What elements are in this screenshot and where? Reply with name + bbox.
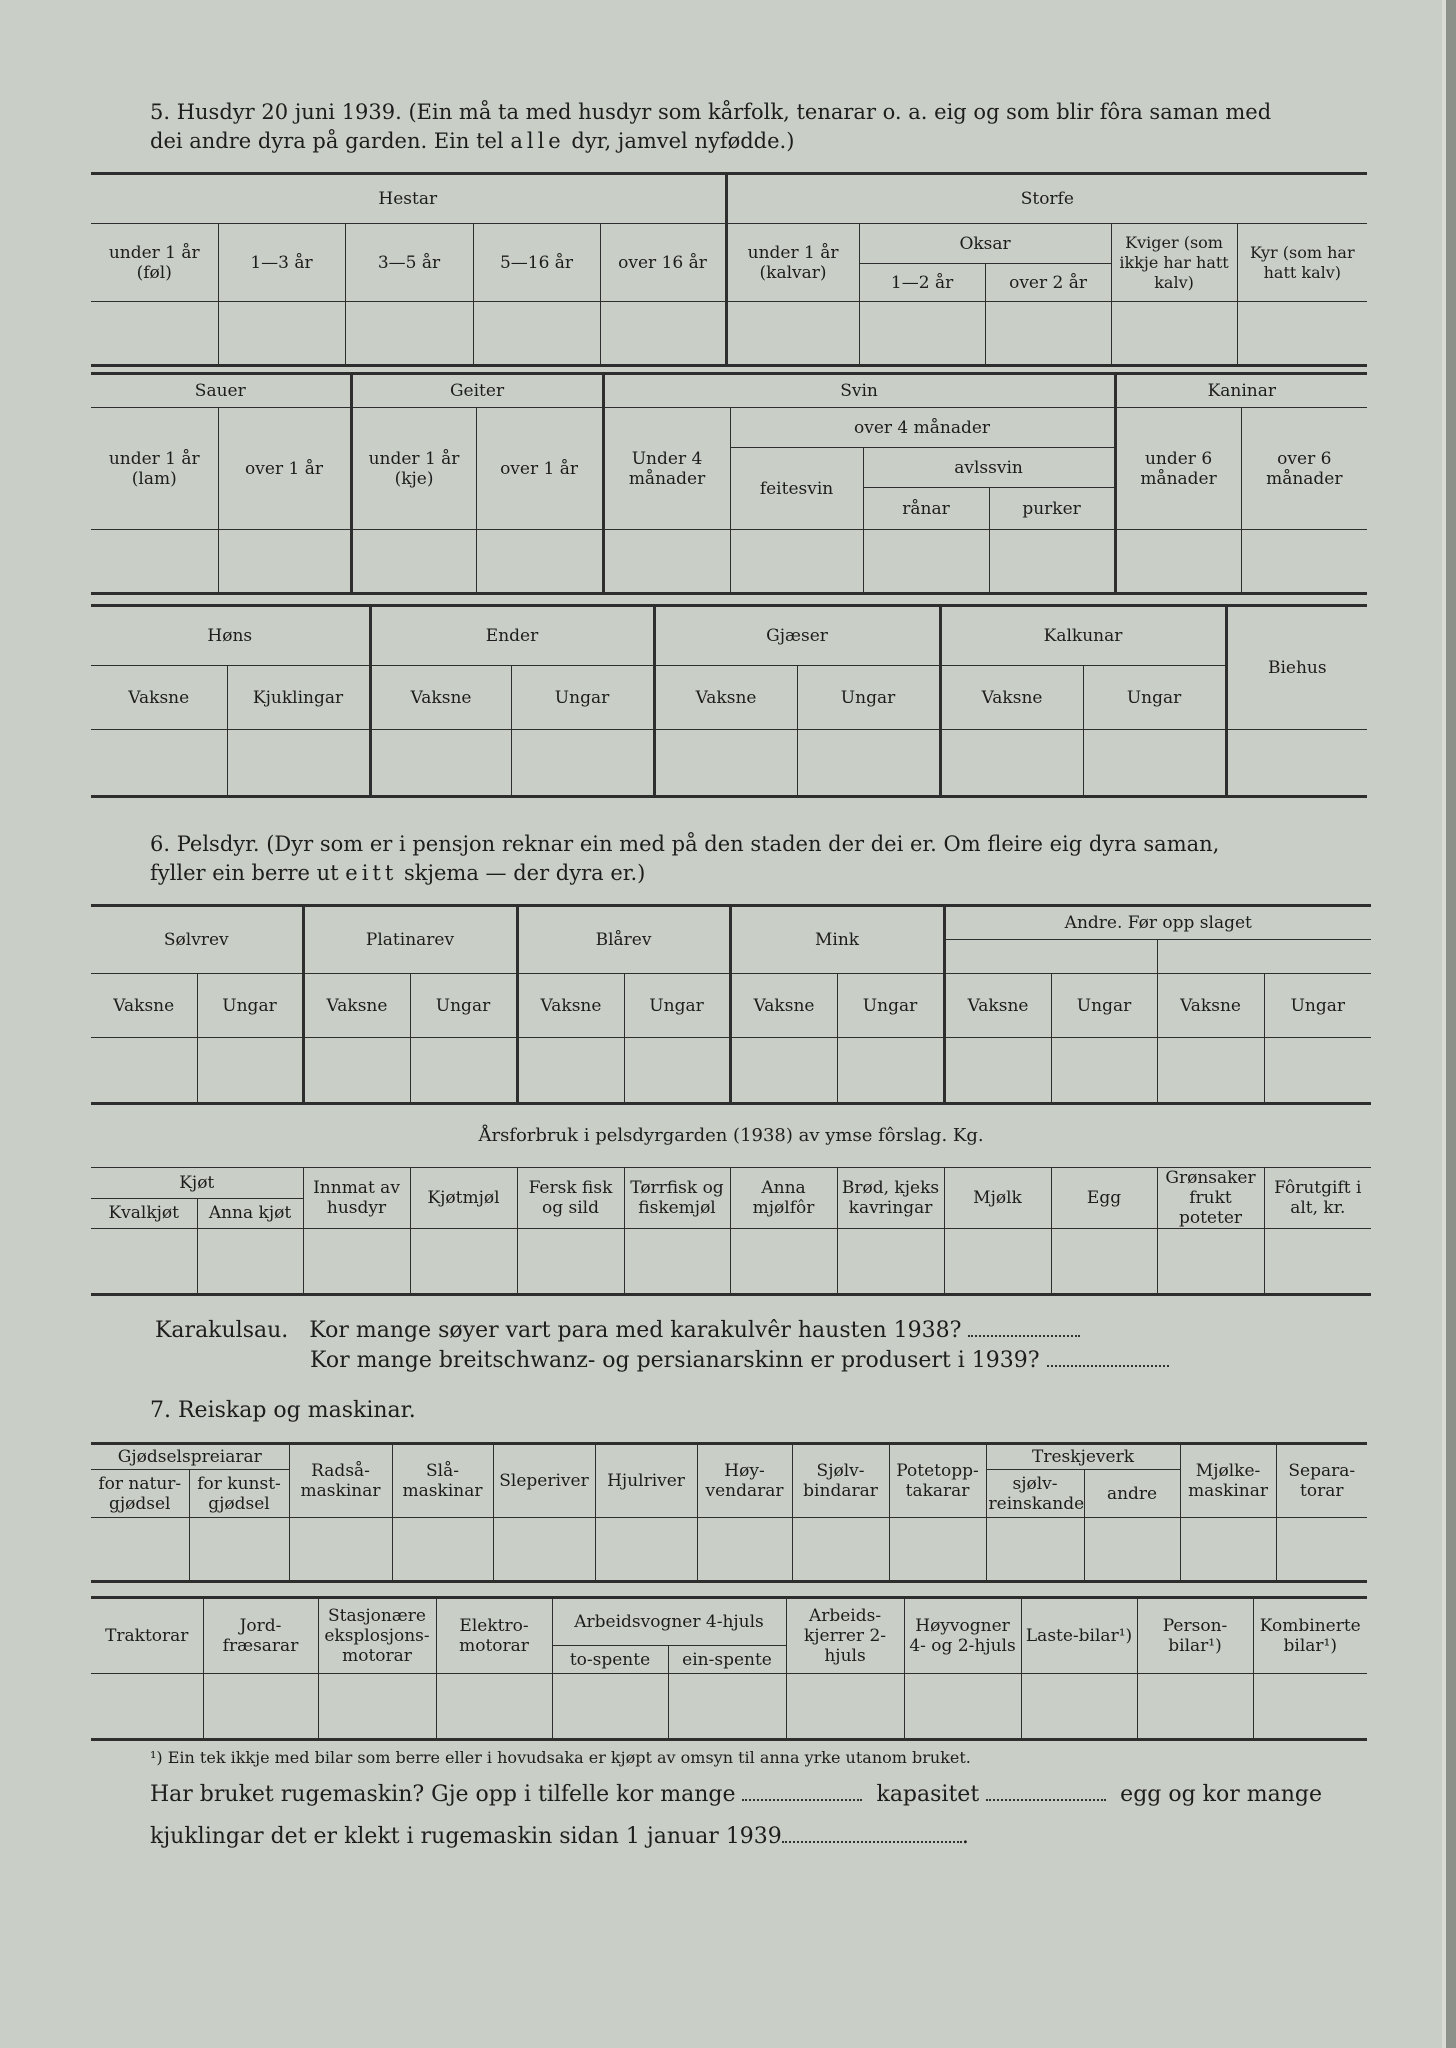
col-tresk-andre: andre (1084, 1470, 1180, 1518)
rugemaskin-count-answer[interactable] (742, 1799, 862, 1801)
col-sjolvreinskande: sjølv-reinskande (986, 1470, 1084, 1518)
entry-cell[interactable] (351, 530, 476, 594)
entry-cell[interactable] (303, 1229, 410, 1295)
entry-cell[interactable] (1051, 1229, 1157, 1295)
col-lam: under 1 år (lam) (91, 408, 218, 530)
entry-cell[interactable] (837, 1229, 944, 1295)
col-fersk-fisk: Fersk fisk og sild (517, 1168, 624, 1229)
feed-consumption-table (91, 1102, 1371, 1296)
header-hestar: Hestar (91, 174, 726, 224)
entry-cell[interactable] (517, 1038, 624, 1104)
col-to-spente: to-spente (552, 1646, 668, 1674)
fur-animals-table (91, 904, 1371, 1105)
entry-cell[interactable] (1021, 1674, 1137, 1740)
entry-cell[interactable] (289, 1518, 392, 1582)
rugemaskin-egg-label: egg og kor mange (1120, 1782, 1323, 1807)
col-hoyvendarar: Høy-vendarar (697, 1444, 792, 1518)
entry-cell[interactable] (730, 530, 863, 594)
col-feitesvin: feitesvin (730, 448, 863, 530)
header-mink: Mink (730, 906, 944, 974)
col-mjolkemaskinar: Mjølke-maskinar (1180, 1444, 1276, 1518)
col-ender-ungar: Ungar (511, 666, 654, 730)
header-gjodselspreiarar: Gjødselspreiarar (91, 1444, 289, 1470)
header-geiter: Geiter (351, 374, 603, 408)
entry-cell[interactable] (345, 302, 473, 366)
col-kvalkjot: Kvalkjøt (91, 1198, 197, 1229)
karakul-question2: Kor mange breitschwanz- og persianarskinn er produsert i 1939? (310, 1348, 1040, 1373)
col-oksar-1-2: 1—2 år (859, 264, 985, 302)
col-jordfraesarar: Jord-fræsarar (203, 1598, 318, 1674)
entry-cell[interactable] (792, 1518, 889, 1582)
machines-table-1 (91, 1442, 1367, 1583)
header-andre: Andre. Før opp slaget (944, 906, 1371, 940)
header-gjaeser: Gjæser (654, 606, 940, 666)
col-hest-5-16: 5—16 år (473, 224, 600, 302)
entry-cell[interactable] (1157, 1038, 1264, 1104)
section5-line2-emph: alle (510, 129, 565, 153)
header-oksar: Oksar (859, 224, 1111, 264)
horses-cattle-table (91, 172, 1367, 367)
rugemaskin-question: Har bruket rugemaskin? Gje opp i tilfelle kor mange (150, 1782, 736, 1807)
col-mjolk: Mjølk (944, 1168, 1051, 1229)
col-brod: Brød, kjeks kavringar (837, 1168, 944, 1229)
col-kjuklingar: Kjuklingar (227, 666, 370, 730)
entry-cell[interactable] (91, 1229, 197, 1295)
entry-cell[interactable] (600, 302, 726, 366)
header-avlssvin: avlssvin (863, 448, 1115, 488)
col-svin-under4: Under 4 månader (603, 408, 730, 530)
entry-cell[interactable] (91, 730, 227, 797)
karakul-line1 (155, 1316, 1080, 1346)
col-anna-kjot: Anna kjøt (197, 1198, 303, 1229)
col-naturgjodsel: for natur-gjødsel (91, 1470, 189, 1518)
section6-line1: 6. Pelsdyr. (Dyr som er i pensjon reknar ein med på den staden der dei er. Om fleire eig dyra saman, (150, 832, 1220, 856)
col-hest-under1: under 1 år (føl) (91, 224, 218, 302)
entry-cell[interactable] (1137, 1674, 1253, 1740)
col-ungar: Ungar (624, 974, 730, 1038)
entry-cell[interactable] (726, 302, 859, 366)
entry-cell[interactable] (1083, 730, 1226, 797)
entry-cell[interactable] (218, 302, 345, 366)
header-platinarev: Platinarev (303, 906, 517, 974)
col-vaksne: Vaksne (303, 974, 410, 1038)
entry-cell[interactable] (697, 1518, 792, 1582)
col-kanin-over6: over 6 månader (1241, 408, 1367, 530)
col-elektromotorar: Elektro-motorar (436, 1598, 552, 1674)
col-vaksne: Vaksne (730, 974, 837, 1038)
col-personbilar: Person-bilar¹) (1137, 1598, 1253, 1674)
rugemaskin-kapasitet-answer[interactable] (986, 1799, 1106, 1801)
entry-cell[interactable] (303, 1038, 410, 1104)
entry-cell[interactable] (436, 1674, 552, 1740)
col-kyr: Kyr (som har hatt kalv) (1237, 224, 1367, 302)
col-kjotmjol: Kjøtmjøl (410, 1168, 517, 1229)
entry-cell[interactable] (197, 1038, 303, 1104)
entry-cell[interactable] (1264, 1038, 1371, 1104)
col-sla: Slå-maskinar (392, 1444, 493, 1518)
entry-cell[interactable] (476, 530, 603, 594)
col-vaksne: Vaksne (1157, 974, 1264, 1038)
entry-cell[interactable] (797, 730, 940, 797)
entry-cell[interactable] (91, 530, 218, 594)
header-svin: Svin (603, 374, 1115, 408)
entry-cell[interactable] (1241, 530, 1367, 594)
entry-cell[interactable] (1111, 302, 1237, 366)
kjuklingar-period: . (961, 1824, 969, 1849)
entry-cell[interactable] (1115, 530, 1241, 594)
sheep-goats-pigs-table (91, 372, 1367, 595)
col-anna-mjolfor: Anna mjølfôr (730, 1168, 837, 1229)
entry-cell[interactable] (944, 1038, 1051, 1104)
entry-cell[interactable] (904, 1674, 1021, 1740)
feed-title: Årsforbruk i pelsdyrgarden (1938) av ymse fôrslag. Kg. (91, 1104, 1371, 1168)
section6-intro (150, 830, 1219, 888)
header-kalkunar: Kalkunar (940, 606, 1226, 666)
col-kunstgjodsel: for kunst-gjødsel (189, 1470, 289, 1518)
col-kviger: Kviger (som ikkje har hatt kalv) (1111, 224, 1237, 302)
entry-cell[interactable] (730, 1229, 837, 1295)
col-hjulriver: Hjulriver (595, 1444, 697, 1518)
section5-line2-end: dyr, jamvel nyfødde.) (571, 129, 795, 153)
col-radsa: Radså-maskinar (289, 1444, 392, 1518)
entry-cell[interactable] (473, 302, 600, 366)
section5-line2 (150, 127, 1271, 156)
entry-cell[interactable] (392, 1518, 493, 1582)
header-solvrev: Sølvrev (91, 906, 303, 974)
entry-cell[interactable] (603, 530, 730, 594)
col-gjaeser-ungar: Ungar (797, 666, 940, 730)
machines-table-2 (91, 1596, 1367, 1741)
col-hest-1-3: 1—3 år (218, 224, 345, 302)
col-geit-over1: over 1 år (476, 408, 603, 530)
entry-cell[interactable] (1180, 1518, 1276, 1582)
col-ungar: Ungar (1264, 974, 1371, 1038)
page-edge-highlight (1442, 0, 1446, 2048)
kjuklingar-answer[interactable] (782, 1841, 962, 1843)
page-edge (1446, 0, 1456, 2048)
entry-cell[interactable] (552, 1674, 668, 1740)
section6-line2 (150, 859, 1219, 888)
col-biehus: Biehus (1226, 606, 1367, 730)
entry-cell[interactable] (1051, 1038, 1157, 1104)
section6-line2-end: skjema — der dyra er.) (403, 861, 646, 885)
col-ein-spente: ein-spente (668, 1646, 786, 1674)
entry-cell[interactable] (197, 1229, 303, 1295)
col-sjolvbindarar: Sjølv-bindarar (792, 1444, 889, 1518)
section7-title: 7. Reiskap og maskinar. (150, 1398, 416, 1423)
col-ungar: Ungar (197, 974, 303, 1038)
col-ungar: Ungar (837, 974, 944, 1038)
section6-line2-start: fyller ein berre ut (150, 861, 339, 885)
rugemaskin-kapasitet-label: kapasitet (876, 1782, 980, 1807)
col-torrfisk: Tørrfisk og fiskemjøl (624, 1168, 730, 1229)
entry-cell[interactable] (493, 1518, 595, 1582)
col-potetopptakarar: Potetopp-takarar (889, 1444, 986, 1518)
entry-cell[interactable] (511, 730, 654, 797)
entry-cell[interactable] (1276, 1518, 1367, 1582)
entry-cell[interactable] (1264, 1229, 1371, 1295)
entry-cell[interactable] (940, 730, 1083, 797)
karakul-answer2[interactable] (1047, 1365, 1169, 1367)
entry-cell[interactable] (218, 530, 351, 594)
entry-cell[interactable] (410, 1038, 517, 1104)
header-over4: over 4 månader (730, 408, 1115, 448)
entry-cell[interactable] (624, 1038, 730, 1104)
entry-cell[interactable] (624, 1229, 730, 1295)
entry-cell[interactable] (318, 1674, 436, 1740)
header-sauer: Sauer (91, 374, 351, 408)
col-ungar: Ungar (410, 974, 517, 1038)
col-ungar: Ungar (1051, 974, 1157, 1038)
header-kaninar: Kaninar (1115, 374, 1367, 408)
section5-line2-start: dei andre dyra på garden. Ein tel (150, 129, 504, 153)
col-storfe-under1: under 1 år (kalvar) (726, 224, 859, 302)
entry-cell[interactable] (889, 1518, 986, 1582)
section6-line2-emph: eitt (345, 861, 398, 885)
entry-cell[interactable] (91, 1518, 189, 1582)
col-kombinerte-bilar: Kombinerte bilar¹) (1253, 1598, 1367, 1674)
rugemaskin-line1 (150, 1780, 1322, 1810)
entry-cell[interactable] (944, 1229, 1051, 1295)
col-vaksne: Vaksne (517, 974, 624, 1038)
entry-cell[interactable] (189, 1518, 289, 1582)
col-kanin-under6: under 6 månader (1115, 408, 1241, 530)
section5-intro (150, 98, 1271, 156)
entry-cell[interactable] (595, 1518, 697, 1582)
col-hest-3-5: 3—5 år (345, 224, 473, 302)
col-kalkunar-ungar: Ungar (1083, 666, 1226, 730)
col-innmat: Innmat av husdyr (303, 1168, 410, 1229)
karakul-label: Karakulsau. (155, 1318, 289, 1343)
entry-cell[interactable] (668, 1674, 786, 1740)
col-ranar: rånar (863, 488, 989, 530)
col-kalkunar-vaksne: Vaksne (940, 666, 1083, 730)
entry-cell[interactable] (227, 730, 370, 797)
entry-cell[interactable] (985, 302, 1111, 366)
andre-slag-1[interactable] (944, 940, 1157, 974)
footnote: ¹) Ein tek ikkje med bilar som berre eller i hovudsaka er kjøpt av omsyn til anna yrke utanom bruket. (150, 1748, 971, 1767)
entry-cell[interactable] (989, 530, 1115, 594)
col-hoyvogner: Høyvogner 4- og 2-hjuls (904, 1598, 1021, 1674)
header-arbeidsvogner: Arbeidsvogner 4-hjuls (552, 1598, 786, 1646)
col-gjaeser-vaksne: Vaksne (654, 666, 797, 730)
col-forutgift: Fôrutgift i alt, kr. (1264, 1168, 1371, 1229)
col-traktorar: Traktorar (91, 1598, 203, 1674)
entry-cell[interactable] (986, 1518, 1084, 1582)
rugemaskin-line2 (150, 1822, 969, 1852)
header-ender: Ender (370, 606, 654, 666)
poultry-table (91, 604, 1367, 798)
entry-cell[interactable] (1157, 1229, 1264, 1295)
col-ender-vaksne: Vaksne (370, 666, 511, 730)
entry-cell[interactable] (859, 302, 985, 366)
entry-cell[interactable] (1237, 302, 1367, 366)
entry-cell[interactable] (863, 530, 989, 594)
entry-cell[interactable] (837, 1038, 944, 1104)
karakul-question1: Kor mange søyer vart para med karakulvêr hausten 1938? (309, 1318, 962, 1343)
col-stasjonaere: Stasjonære eksplosjons-motorar (318, 1598, 436, 1674)
col-lastebilar: Laste-bilar¹) (1021, 1598, 1137, 1674)
col-vaksne: Vaksne (944, 974, 1051, 1038)
col-oksar-over2: over 2 år (985, 264, 1111, 302)
col-sleperiver: Sleperiver (493, 1444, 595, 1518)
entry-cell[interactable] (730, 1038, 837, 1104)
entry-cell[interactable] (786, 1674, 904, 1740)
header-hons: Høns (91, 606, 370, 666)
col-arbeidskjerrer: Arbeids-kjerrer 2-hjuls (786, 1598, 904, 1674)
header-blarev: Blårev (517, 906, 730, 974)
col-hest-over16: over 16 år (600, 224, 726, 302)
entry-cell[interactable] (203, 1674, 318, 1740)
entry-cell[interactable] (91, 1038, 197, 1104)
karakul-line2 (310, 1346, 1169, 1376)
col-gronsaker: Grønsaker frukt poteter (1157, 1168, 1264, 1229)
entry-cell[interactable] (91, 302, 218, 366)
entry-cell[interactable] (1226, 730, 1367, 797)
section5-line1: 5. Husdyr 20 juni 1939. (Ein må ta med husdyr som kårfolk, tenarar o. a. eig og som blir fôra saman med (150, 100, 1272, 124)
col-hons-vaksne: Vaksne (91, 666, 227, 730)
entry-cell[interactable] (654, 730, 797, 797)
col-vaksne: Vaksne (91, 974, 197, 1038)
entry-cell[interactable] (1084, 1518, 1180, 1582)
col-separatorar: Separa-torar (1276, 1444, 1367, 1518)
karakul-answer1[interactable] (968, 1335, 1080, 1337)
col-egg: Egg (1051, 1168, 1157, 1229)
entry-cell[interactable] (410, 1229, 517, 1295)
header-treskjeverk: Treskjeverk (986, 1444, 1180, 1470)
col-purker: purker (989, 488, 1115, 530)
header-kjot: Kjøt (91, 1168, 303, 1199)
entry-cell[interactable] (91, 1674, 203, 1740)
header-storfe: Storfe (726, 174, 1367, 224)
entry-cell[interactable] (370, 730, 511, 797)
kjuklingar-question: kjuklingar det er klekt i rugemaskin sidan 1 januar 1939 (150, 1824, 782, 1849)
andre-slag-2[interactable] (1157, 940, 1371, 974)
col-kje: under 1 år (kje) (351, 408, 476, 530)
col-sau-over1: over 1 år (218, 408, 351, 530)
entry-cell[interactable] (517, 1229, 624, 1295)
entry-cell[interactable] (1253, 1674, 1367, 1740)
